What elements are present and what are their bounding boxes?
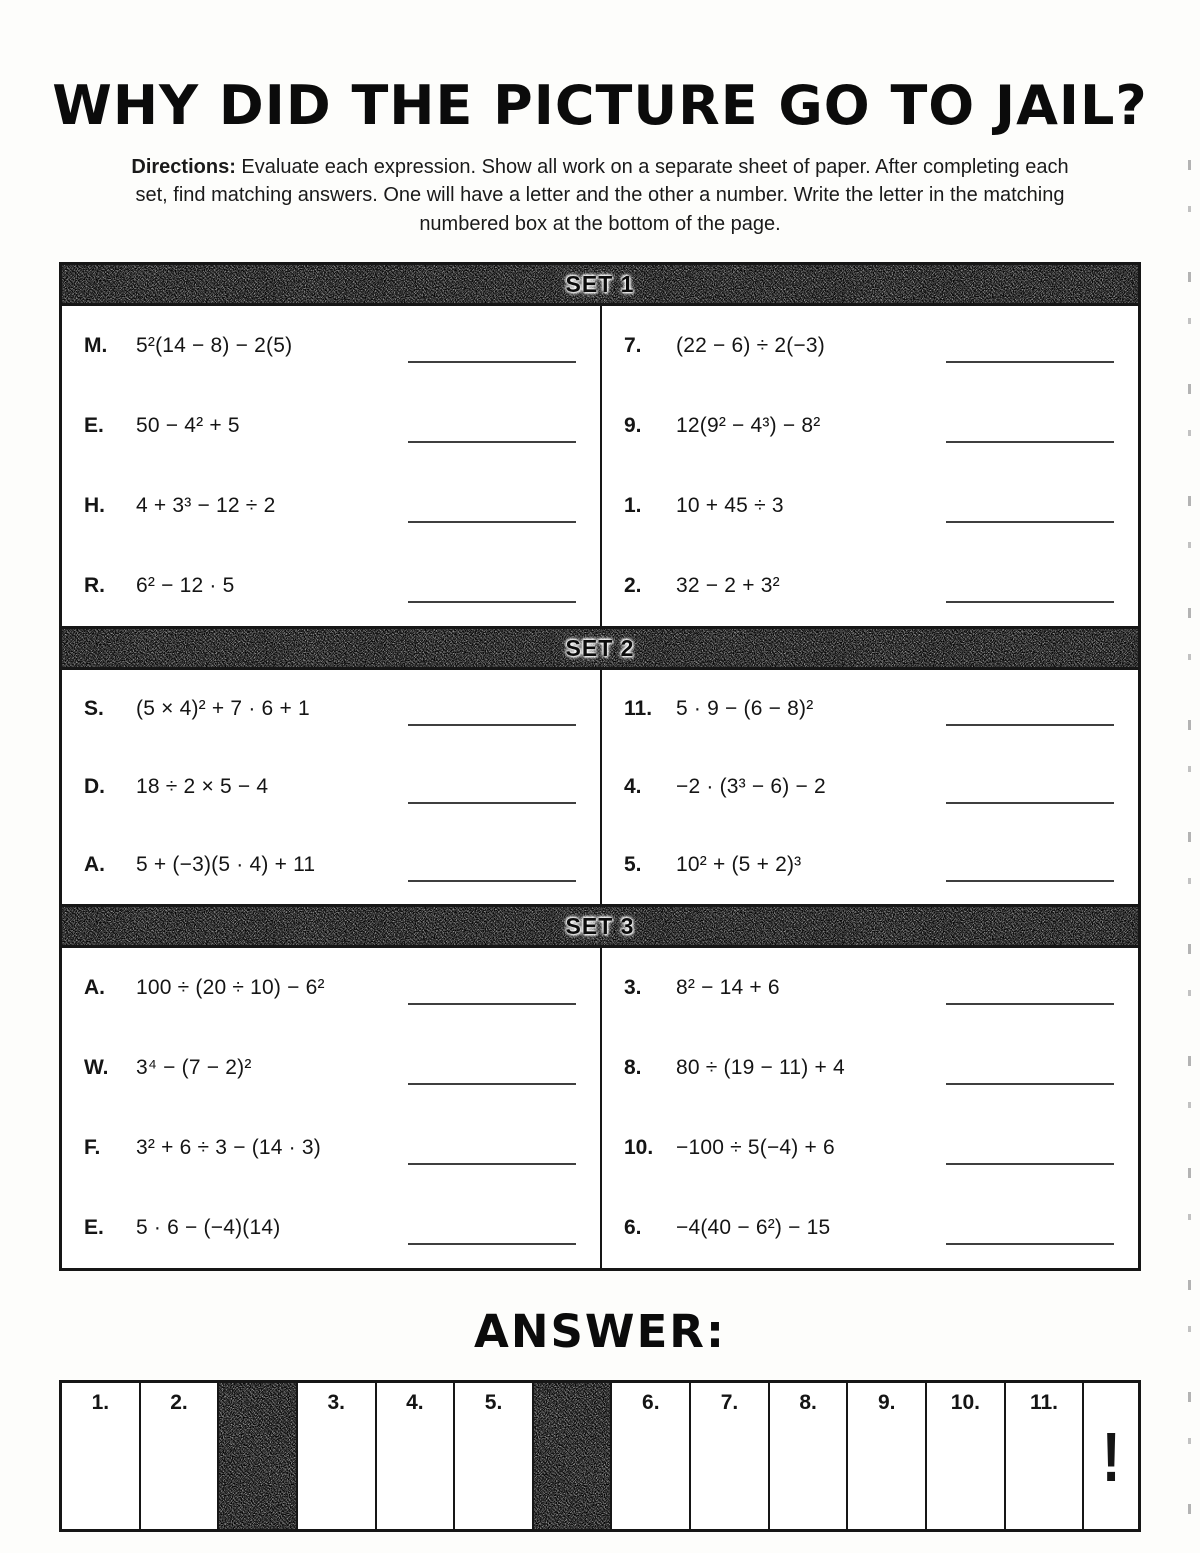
answer-blank — [408, 329, 576, 363]
problem-expression: 5²(14 − 8) − 2(5) — [136, 334, 293, 358]
set-1-right-column — [600, 306, 1138, 626]
problem-row — [62, 546, 600, 626]
set-1-title: SET 1 — [565, 270, 635, 297]
problem-row — [602, 826, 1138, 904]
problem-row — [62, 466, 600, 546]
problem-row — [62, 306, 600, 386]
directions — [124, 153, 1076, 238]
answer-cell-label: 7. — [720, 1391, 739, 1415]
problem-expression: −4(40 − 6²) − 15 — [676, 1216, 831, 1240]
problem-label: 8. — [624, 1056, 642, 1080]
answer-cell-label: 1. — [91, 1391, 110, 1415]
problem-expression: 18 ÷ 2 × 5 − 4 — [136, 775, 269, 799]
answer-cell-2 — [141, 1383, 220, 1529]
answer-cell-7 — [691, 1383, 770, 1529]
problem-expression: 4 + 3³ − 12 ÷ 2 — [136, 494, 276, 518]
set-2-title: SET 2 — [565, 634, 635, 661]
problem-expression: 12(9² − 4³) − 8² — [676, 414, 821, 438]
problem-row — [602, 748, 1138, 826]
problem-label: E. — [84, 414, 104, 438]
set-2-body — [62, 670, 1138, 904]
problem-row — [602, 1028, 1138, 1108]
page-title: WHY DID THE PICTURE GO TO JAIL? — [52, 74, 1148, 137]
problem-expression: 5 + (−3)(5 · 4) + 11 — [136, 853, 316, 877]
problem-row — [602, 386, 1138, 466]
answer-cell-label: 6. — [642, 1391, 660, 1415]
problem-row — [602, 546, 1138, 626]
exclamation-mark: ! — [1101, 1416, 1121, 1496]
answer-blank — [408, 409, 576, 443]
problem-row — [62, 1108, 600, 1188]
answer-blank — [408, 1051, 576, 1085]
problem-label: 5. — [624, 853, 642, 877]
problem-label: 3. — [624, 976, 642, 1000]
answer-cell-exclaim — [1084, 1383, 1138, 1529]
answer-blank — [408, 770, 576, 804]
answer-blank — [946, 489, 1114, 523]
problem-label: 2. — [624, 574, 642, 598]
set-3-right-column — [600, 948, 1138, 1268]
problem-label: D. — [84, 775, 105, 799]
problem-row — [62, 826, 600, 904]
answer-blank — [946, 1131, 1114, 1165]
worksheet-table — [59, 262, 1141, 1271]
answer-blank — [946, 971, 1114, 1005]
answer-blank — [408, 1211, 576, 1245]
problem-expression: 32 − 2 + 3² — [676, 574, 780, 598]
problem-expression: 8² − 14 + 6 — [676, 976, 780, 1000]
answer-blank — [408, 848, 576, 882]
problem-expression: 3⁴ − (7 − 2)² — [136, 1056, 252, 1080]
problem-row — [62, 1188, 600, 1268]
answer-cell-label: 4. — [406, 1391, 424, 1415]
texture-noise — [534, 1383, 611, 1529]
answer-blank — [408, 1131, 576, 1165]
problem-row — [602, 306, 1138, 386]
problem-row — [602, 1108, 1138, 1188]
answer-cell-label: 9. — [877, 1391, 896, 1415]
answer-cell-1 — [62, 1383, 141, 1529]
problem-label: F. — [84, 1136, 101, 1160]
problem-row — [62, 748, 600, 826]
problem-row — [62, 1028, 600, 1108]
problem-expression: 5 · 9 − (6 − 8)² — [676, 697, 814, 721]
problem-label: E. — [84, 1216, 104, 1240]
answer-cell-4 — [377, 1383, 456, 1529]
problem-label: 6. — [624, 1216, 642, 1240]
problem-expression: (22 − 6) ÷ 2(−3) — [676, 334, 825, 358]
problem-row — [62, 670, 600, 748]
problem-row — [602, 466, 1138, 546]
problem-expression: −2 · (3³ − 6) − 2 — [676, 775, 826, 799]
set-3-left-column — [62, 948, 600, 1268]
problem-label: 9. — [624, 414, 642, 438]
problem-label: 11. — [624, 697, 653, 721]
directions-label: Directions: — [131, 156, 236, 178]
answer-cell-9 — [848, 1383, 927, 1529]
answer-cell-10 — [927, 1383, 1006, 1529]
answer-blank — [408, 569, 576, 603]
problem-label: M. — [84, 334, 108, 358]
answer-cell-label: 8. — [799, 1391, 817, 1415]
answer-blank — [946, 1211, 1114, 1245]
problem-label: S. — [84, 697, 104, 721]
problem-row — [602, 1188, 1138, 1268]
set-2-right-column — [600, 670, 1138, 904]
set-1-header — [62, 265, 1138, 306]
answer-cell-8 — [770, 1383, 849, 1529]
problem-expression: (5 × 4)² + 7 · 6 + 1 — [136, 697, 310, 721]
texture-noise — [219, 1383, 296, 1529]
problem-row — [602, 670, 1138, 748]
problem-expression: −100 ÷ 5(−4) + 6 — [676, 1136, 835, 1160]
answer-blank — [946, 1051, 1114, 1085]
answer-blank — [946, 692, 1114, 726]
answer-cell-shaded — [534, 1383, 613, 1529]
set-1-left-column — [62, 306, 600, 626]
directions-text: Evaluate each expression. Show all work on a separate sheet of paper. After completing each set, find matching answers. One will have a letter and the other a number. Write the letter in the matching numbered box at the bottom of the page. — [135, 156, 1069, 235]
set-2-left-column — [62, 670, 600, 904]
answer-cell-label: 5. — [484, 1391, 503, 1415]
set-3-header — [62, 904, 1138, 948]
problem-label: 4. — [624, 775, 642, 799]
problem-label: R. — [84, 574, 105, 598]
problem-expression: 100 ÷ (20 ÷ 10) − 6² — [136, 976, 325, 1000]
answer-cell-label: 11. — [1029, 1391, 1059, 1415]
answer-blank — [408, 692, 576, 726]
set-3-body — [62, 948, 1138, 1268]
answer-cell-label: 3. — [327, 1391, 345, 1415]
answer-blank — [946, 409, 1114, 443]
answer-cell-5 — [455, 1383, 534, 1529]
answer-blank — [946, 848, 1114, 882]
problem-label: A. — [84, 976, 105, 1000]
answer-cell-label: 10. — [950, 1391, 980, 1415]
problem-row — [62, 948, 600, 1028]
problem-expression: 3² + 6 ÷ 3 − (14 · 3) — [136, 1136, 321, 1160]
answer-cell-3 — [298, 1383, 377, 1529]
set-3-title: SET 3 — [565, 912, 635, 939]
answer-cell-11 — [1006, 1383, 1085, 1529]
problem-label: 10. — [624, 1136, 654, 1160]
answer-blank — [946, 329, 1114, 363]
problem-expression: 10 + 45 ÷ 3 — [676, 494, 784, 518]
problem-label: H. — [84, 494, 105, 518]
set-2-header — [62, 626, 1138, 670]
answer-cell-6 — [612, 1383, 691, 1529]
answer-heading: ANSWER: — [474, 1305, 726, 1359]
answer-grid — [59, 1380, 1141, 1532]
problem-label: A. — [84, 853, 105, 877]
answer-cell-shaded — [219, 1383, 298, 1529]
answer-blank — [946, 569, 1114, 603]
problem-expression: 5 · 6 − (−4)(14) — [136, 1216, 281, 1240]
problem-expression: 6² − 12 · 5 — [136, 574, 235, 598]
problem-label: W. — [84, 1056, 109, 1080]
problem-row — [602, 948, 1138, 1028]
problem-row — [62, 386, 600, 466]
answer-cell-label: 2. — [170, 1391, 188, 1415]
problem-expression: 50 − 4² + 5 — [136, 414, 240, 438]
problem-expression: 10² + (5 + 2)³ — [676, 853, 802, 877]
answer-blank — [408, 971, 576, 1005]
scan-artifact-line — [1188, 160, 1191, 1530]
problem-label: 7. — [624, 334, 642, 358]
answer-blank — [946, 770, 1114, 804]
answer-blank — [408, 489, 576, 523]
set-1-body — [62, 306, 1138, 626]
problem-expression: 80 ÷ (19 − 11) + 4 — [676, 1056, 845, 1080]
problem-label: 1. — [624, 494, 642, 518]
